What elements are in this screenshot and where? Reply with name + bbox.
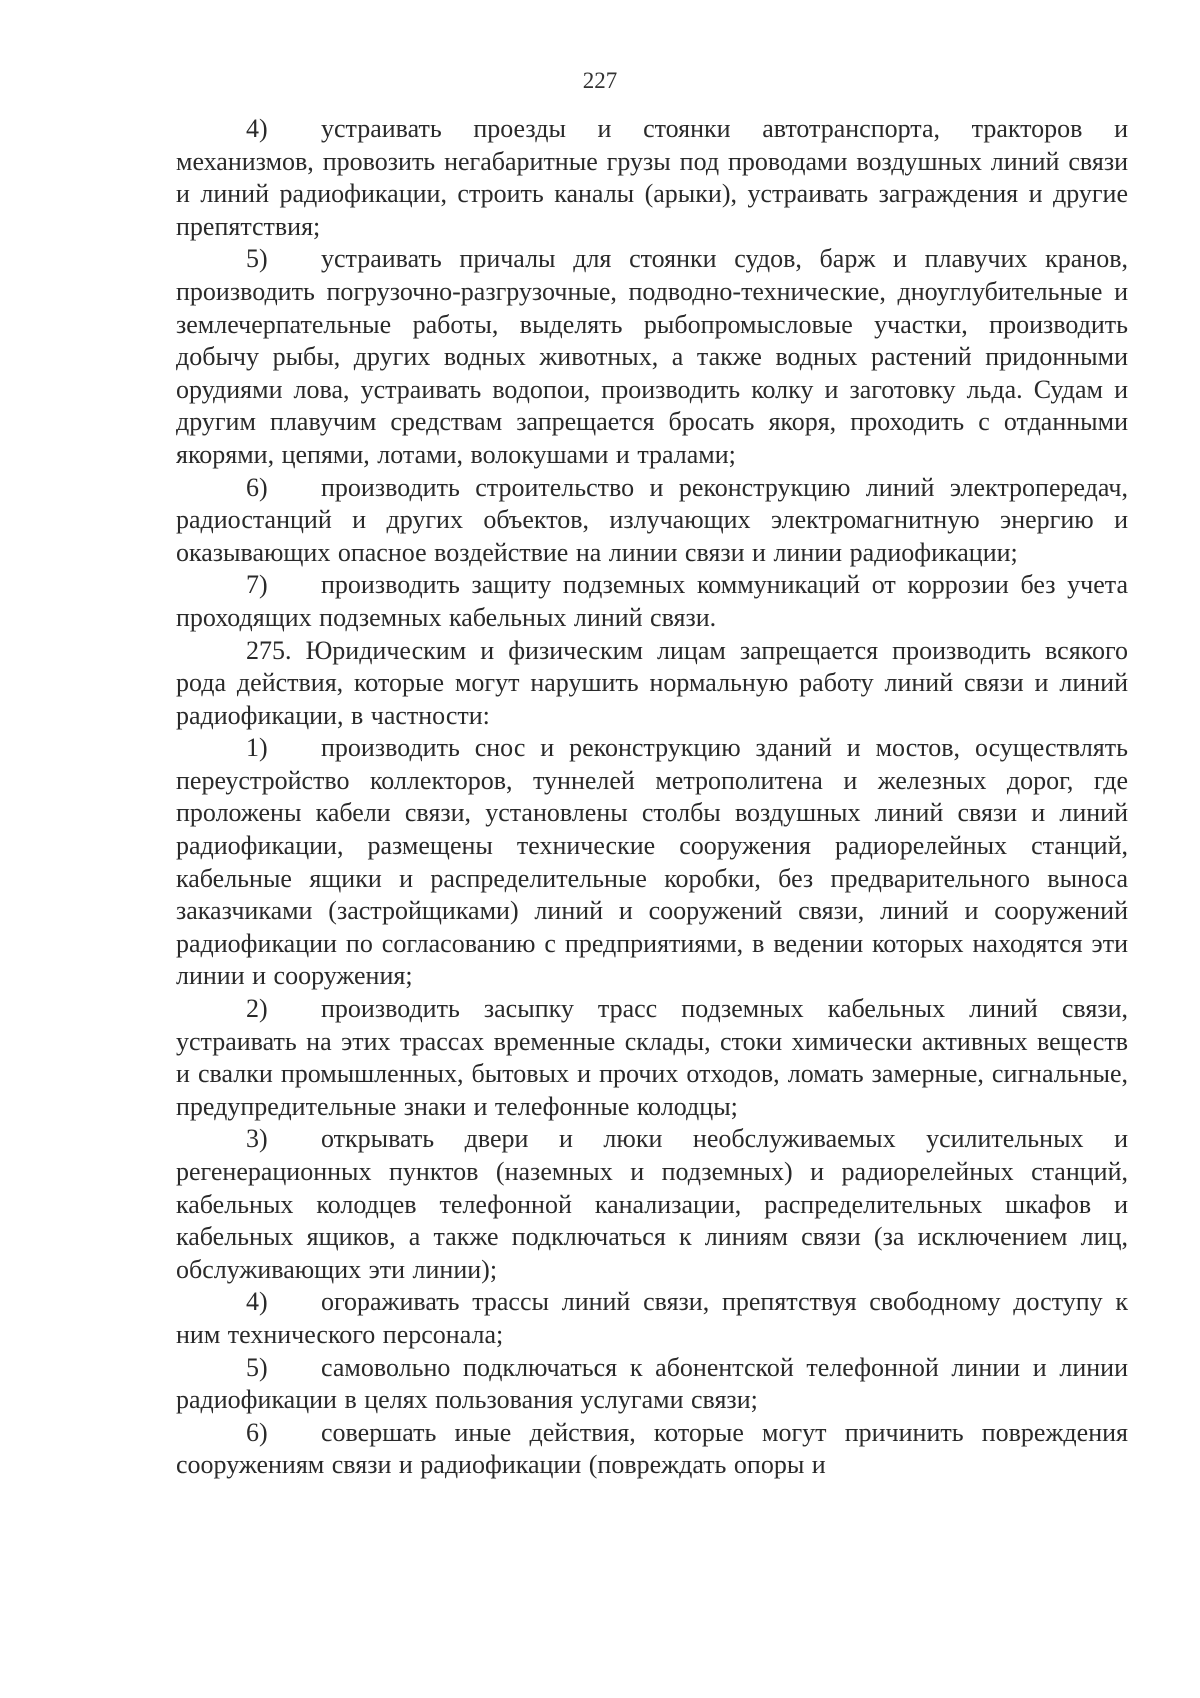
clause-275	[176, 635, 1128, 733]
page-number: 227	[582, 68, 618, 93]
list-item-2	[176, 993, 1128, 1123]
list-item-5	[176, 243, 1128, 471]
list-item-4b	[176, 1286, 1128, 1351]
list-item-4	[176, 113, 1128, 243]
item-text: самовольно подключаться к абонентской телефонной линии и линии радиофикации в целях пользования услугами связи;	[176, 1352, 1128, 1415]
item-text: совершать иные действия, которые могут причинить повреждения сооружениям связи и радиофикации (повреждать опоры и	[176, 1417, 1128, 1480]
clause-text: 275. Юридическим и физическим лицам запрещается производить всякого рода действия, которые могут нарушить нормальную работу линий связи и линий радиофикации, в частности:	[176, 635, 1128, 730]
item-number: 5)	[246, 1352, 268, 1382]
item-text: огораживать трассы линий связи, препятствуя свободному доступу к ним технического персонала;	[176, 1287, 1128, 1349]
list-item-6	[176, 472, 1128, 570]
item-text: устраивать причалы для стоянки судов, барж и плавучих кранов, производить погрузочно-разгрузочные, подводно-технические, дноуглубительные и землечерпательные работы, выделять рыбопромысловые участки, производить добычу рыбы, других водных животных, а также водных растений придонными орудиями лова, устраивать водопои, производить колку и заготовку льда. Судам и другим плавучим средствам запрещается бросать якоря, проходить с отданными якорями, цепями, лотами, волокушами и тралами;	[176, 244, 1128, 469]
list-item-5b	[176, 1352, 1128, 1417]
item-number: 2)	[246, 994, 268, 1024]
list-item-1	[176, 732, 1128, 993]
item-number: 1)	[246, 733, 268, 763]
item-text: открывать двери и люки необслуживаемых усилительных и регенерационных пунктов (наземных и подземных) и радиорелейных станций, кабельных колодцев телефонной канализации, распределительных шкафов и кабельных ящиков, а также подключаться к линиям связи (за исключением лиц, обслуживающих эти линии);	[176, 1124, 1128, 1284]
item-text: производить снос и реконструкцию зданий и мостов, осуществлять переустройство коллекторов, туннелей метрополитена и железных дорог, где проложены кабели связи, установлены столбы воздушных линий связи и линий радиофикации, размещены технические сооружения радиорелейных станций, кабельные ящики и распределительные коробки, без предварительного выноса заказчиками (застройщиками) линий и сооружений связи, линий и сооружений радиофикации по согласованию с предприятиями, в ведении которых находятся эти линии и сооружения;	[176, 733, 1128, 991]
item-text: производить засыпку трасс подземных кабельных линий связи, устраивать на этих трассах временные склады, стоки химически активных веществ и свалки промышленных, бытовых и прочих отходов, ломать замерные, сигнальные, предупредительные знаки и телефонные колодцы;	[176, 994, 1128, 1121]
document-body	[176, 113, 1128, 1482]
item-text: устраивать проезды и стоянки автотранспорта, тракторов и механизмов, провозить негабаритные грузы под проводами воздушных линий связи и линий радиофикации, строить каналы (арыки), устраивать заграждения и другие препятствия;	[176, 114, 1128, 241]
item-text: производить защиту подземных коммуникаций от коррозии без учета проходящих подземных кабельных линий связи.	[176, 570, 1128, 632]
list-item-3	[176, 1123, 1128, 1286]
item-number: 4)	[246, 1287, 268, 1317]
item-number: 7)	[246, 570, 268, 600]
item-number: 5)	[246, 244, 268, 274]
item-number: 6)	[246, 1417, 268, 1447]
item-number: 3)	[246, 1124, 268, 1154]
list-item-7	[176, 569, 1128, 634]
item-text: производить строительство и реконструкцию линий электропередач, радиостанций и других объектов, излучающих электромагнитную энергию и оказывающих опасное воздействие на линии связи и линии радиофикации;	[176, 472, 1128, 567]
item-number: 6)	[246, 472, 268, 502]
list-item-6b	[176, 1417, 1128, 1482]
item-number: 4)	[246, 114, 268, 143]
